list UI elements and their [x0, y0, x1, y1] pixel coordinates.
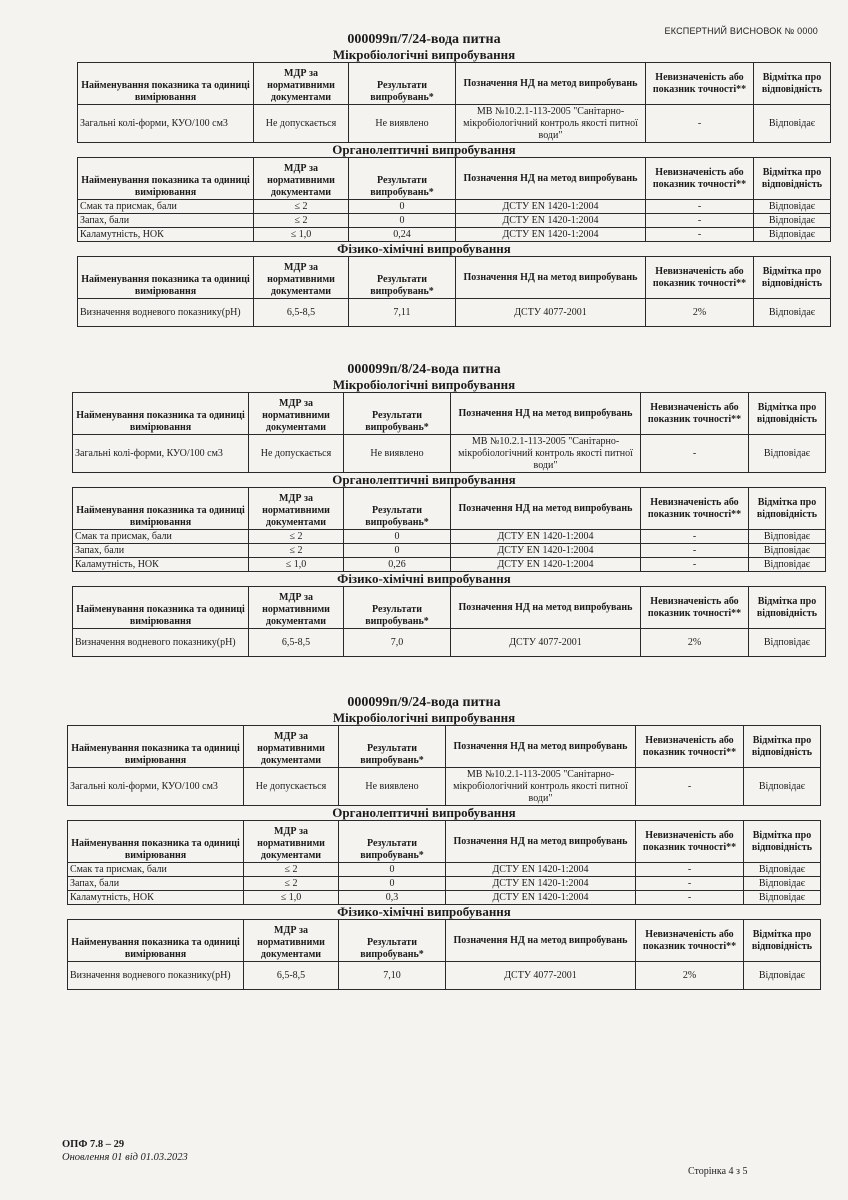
cell-mdr: ≤ 2	[244, 877, 339, 891]
table-row	[73, 435, 826, 473]
column-header-result: Результати випробувань*	[339, 920, 446, 962]
column-header-name: Найменування показника та одиниці вимірювання	[68, 920, 244, 962]
table-row	[73, 544, 826, 558]
cell-result: 0	[339, 877, 446, 891]
section-title: Органолептичні випробування	[332, 142, 516, 157]
table-header-row	[78, 158, 831, 200]
table-row	[68, 877, 821, 891]
report-header: ЕКСПЕРТНИЙ ВИСНОВОК № 0000	[664, 26, 818, 36]
table-header-row	[68, 726, 821, 768]
table-row	[73, 558, 826, 572]
cell-mdr: ≤ 2	[254, 200, 349, 214]
column-header-result: Результати випробувань*	[349, 63, 456, 105]
table-row	[68, 891, 821, 905]
column-header-mdr: МДР за нормативними документами	[249, 393, 344, 435]
cell-conformity: Відповідає	[744, 863, 821, 877]
cell-mdr: ≤ 1,0	[249, 558, 344, 572]
table-row	[73, 629, 826, 657]
column-header-mdr: МДР за нормативними документами	[249, 587, 344, 629]
cell-method: ДСТУ EN 1420-1:2004	[456, 228, 646, 242]
cell-result: 0	[349, 214, 456, 228]
cell-uncertainty: -	[641, 435, 749, 473]
column-header-conformity: Відмітка про відповідність	[749, 587, 826, 629]
column-header-result: Результати випробувань*	[344, 587, 451, 629]
table-header-row	[78, 63, 831, 105]
cell-uncertainty: -	[636, 891, 744, 905]
cell-conformity: Відповідає	[754, 228, 831, 242]
form-code: ОПФ 7.8 – 29	[62, 1139, 125, 1150]
column-header-conformity: Відмітка про відповідність	[754, 257, 831, 299]
cell-uncertainty: 2%	[641, 629, 749, 657]
sample-block	[0, 695, 848, 990]
sample-block	[0, 32, 848, 327]
cell-uncertainty: 2%	[646, 299, 754, 327]
section-title: Фізико-хімічні випробування	[337, 571, 511, 586]
section-title: Фізико-хімічні випробування	[337, 904, 511, 919]
cell-conformity: Відповідає	[754, 214, 831, 228]
cell-uncertainty: -	[636, 768, 744, 806]
cell-conformity: Відповідає	[749, 435, 826, 473]
cell-mdr: Не допускається	[254, 105, 349, 143]
form-update: Оновлення 01 від 01.03.2023	[62, 1152, 188, 1163]
cell-method: МВ №10.2.1-113-2005 "Санітарно-мікробіологічний контроль якості питної води"	[451, 435, 641, 473]
table-row	[68, 768, 821, 806]
column-header-conformity: Відмітка про відповідність	[754, 63, 831, 105]
cell-conformity: Відповідає	[754, 200, 831, 214]
column-header-method: Позначення НД на метод випробувань	[446, 821, 636, 863]
cell-uncertainty: -	[641, 544, 749, 558]
column-header-conformity: Відмітка про відповідність	[744, 920, 821, 962]
cell-name: Смак та присмак, бали	[68, 863, 244, 877]
organo-table	[77, 157, 831, 242]
cell-uncertainty: -	[636, 863, 744, 877]
cell-uncertainty: -	[646, 105, 754, 143]
cell-mdr: ≤ 2	[249, 544, 344, 558]
micro-table	[72, 392, 826, 473]
column-header-result: Результати випробувань*	[344, 393, 451, 435]
cell-method: ДСТУ EN 1420-1:2004	[451, 544, 641, 558]
physchem-table	[77, 256, 831, 327]
cell-name: Загальні колі-форми, КУО/100 см3	[68, 768, 244, 806]
column-header-method: Позначення НД на метод випробувань	[456, 257, 646, 299]
column-header-name: Найменування показника та одиниці вимірювання	[68, 726, 244, 768]
micro-table	[67, 725, 821, 806]
column-header-uncertainty: Невизначеність або показник точності**	[636, 821, 744, 863]
column-header-method: Позначення НД на метод випробувань	[451, 587, 641, 629]
cell-uncertainty: -	[646, 228, 754, 242]
sample-title: 000099п/7/24-вода питна	[347, 32, 501, 47]
column-header-name: Найменування показника та одиниці вимірювання	[78, 158, 254, 200]
column-header-method: Позначення НД на метод випробувань	[451, 488, 641, 530]
cell-name: Каламутність, НОК	[68, 891, 244, 905]
cell-mdr: ≤ 2	[249, 530, 344, 544]
table-row	[73, 530, 826, 544]
cell-conformity: Відповідає	[754, 299, 831, 327]
cell-uncertainty: -	[646, 214, 754, 228]
column-header-name: Найменування показника та одиниці вимірювання	[78, 257, 254, 299]
cell-method: ДСТУ EN 1420-1:2004	[446, 891, 636, 905]
column-header-result: Результати випробувань*	[344, 488, 451, 530]
column-header-mdr: МДР за нормативними документами	[244, 726, 339, 768]
cell-mdr: ≤ 1,0	[244, 891, 339, 905]
cell-name: Запах, бали	[73, 544, 249, 558]
cell-mdr: Не допускається	[249, 435, 344, 473]
cell-method: МВ №10.2.1-113-2005 "Санітарно-мікробіологічний контроль якості питної води"	[456, 105, 646, 143]
column-header-conformity: Відмітка про відповідність	[754, 158, 831, 200]
table-row	[78, 299, 831, 327]
column-header-mdr: МДР за нормативними документами	[254, 158, 349, 200]
cell-method: ДСТУ 4077-2001	[446, 962, 636, 990]
cell-conformity: Відповідає	[744, 891, 821, 905]
cell-name: Каламутність, НОК	[78, 228, 254, 242]
column-header-uncertainty: Невизначеність або показник точності**	[636, 920, 744, 962]
column-header-method: Позначення НД на метод випробувань	[456, 63, 646, 105]
column-header-method: Позначення НД на метод випробувань	[456, 158, 646, 200]
column-header-conformity: Відмітка про відповідність	[749, 488, 826, 530]
cell-name: Визначення водневого показнику(рН)	[78, 299, 254, 327]
table-row	[68, 962, 821, 990]
section-title: Фізико-хімічні випробування	[337, 241, 511, 256]
cell-uncertainty: -	[641, 530, 749, 544]
column-header-uncertainty: Невизначеність або показник точності**	[646, 63, 754, 105]
cell-mdr: Не допускається	[244, 768, 339, 806]
column-header-mdr: МДР за нормативними документами	[249, 488, 344, 530]
page-number: Сторінка 4 з 5	[688, 1166, 748, 1177]
cell-name: Визначення водневого показнику(рН)	[73, 629, 249, 657]
cell-name: Запах, бали	[68, 877, 244, 891]
cell-mdr: ≤ 2	[254, 214, 349, 228]
section-title: Мікробіологічні випробування	[332, 377, 516, 392]
column-header-name: Найменування показника та одиниці вимірювання	[78, 63, 254, 105]
cell-name: Смак та присмак, бали	[73, 530, 249, 544]
cell-uncertainty: -	[646, 200, 754, 214]
column-header-uncertainty: Невизначеність або показник точності**	[641, 488, 749, 530]
cell-result: 0	[344, 530, 451, 544]
cell-conformity: Відповідає	[749, 629, 826, 657]
cell-name: Визначення водневого показнику(рН)	[68, 962, 244, 990]
cell-name: Загальні колі-форми, КУО/100 см3	[78, 105, 254, 143]
cell-result: 7,0	[344, 629, 451, 657]
cell-method: ДСТУ EN 1420-1:2004	[456, 200, 646, 214]
cell-mdr: ≤ 1,0	[254, 228, 349, 242]
cell-method: ДСТУ EN 1420-1:2004	[456, 214, 646, 228]
table-header-row	[73, 393, 826, 435]
micro-table	[77, 62, 831, 143]
cell-result: 0,24	[349, 228, 456, 242]
cell-mdr: 6,5-8,5	[244, 962, 339, 990]
section-title: Органолептичні випробування	[332, 805, 516, 820]
cell-name: Каламутність, НОК	[73, 558, 249, 572]
cell-uncertainty: -	[641, 558, 749, 572]
column-header-uncertainty: Невизначеність або показник точності**	[646, 257, 754, 299]
column-header-mdr: МДР за нормативними документами	[254, 257, 349, 299]
column-header-mdr: МДР за нормативними документами	[244, 920, 339, 962]
physchem-table	[67, 919, 821, 990]
cell-result: 0	[349, 200, 456, 214]
table-header-row	[68, 821, 821, 863]
cell-name: Запах, бали	[78, 214, 254, 228]
cell-result: 0,3	[339, 891, 446, 905]
cell-conformity: Відповідає	[749, 530, 826, 544]
column-header-method: Позначення НД на метод випробувань	[451, 393, 641, 435]
column-header-mdr: МДР за нормативними документами	[254, 63, 349, 105]
cell-result: Не виявлено	[344, 435, 451, 473]
table-row	[78, 214, 831, 228]
cell-result: 0,26	[344, 558, 451, 572]
cell-name: Загальні колі-форми, КУО/100 см3	[73, 435, 249, 473]
table-row	[78, 105, 831, 143]
cell-result: 0	[339, 863, 446, 877]
column-header-conformity: Відмітка про відповідність	[744, 821, 821, 863]
table-row	[68, 863, 821, 877]
cell-conformity: Відповідає	[754, 105, 831, 143]
table-header-row	[73, 488, 826, 530]
sample-block	[0, 362, 848, 657]
sample-title: 000099п/8/24-вода питна	[347, 362, 501, 377]
cell-method: МВ №10.2.1-113-2005 "Санітарно-мікробіологічний контроль якості питної води"	[446, 768, 636, 806]
column-header-result: Результати випробувань*	[339, 726, 446, 768]
cell-method: ДСТУ EN 1420-1:2004	[451, 530, 641, 544]
cell-result: 7,10	[339, 962, 446, 990]
column-header-result: Результати випробувань*	[349, 257, 456, 299]
cell-method: ДСТУ 4077-2001	[456, 299, 646, 327]
cell-uncertainty: 2%	[636, 962, 744, 990]
cell-method: ДСТУ 4077-2001	[451, 629, 641, 657]
form-info	[62, 1138, 188, 1164]
cell-mdr: 6,5-8,5	[254, 299, 349, 327]
cell-conformity: Відповідає	[744, 962, 821, 990]
cell-result: 0	[344, 544, 451, 558]
cell-mdr: 6,5-8,5	[249, 629, 344, 657]
column-header-result: Результати випробувань*	[349, 158, 456, 200]
table-header-row	[68, 920, 821, 962]
section-title: Органолептичні випробування	[332, 472, 516, 487]
cell-method: ДСТУ EN 1420-1:2004	[446, 877, 636, 891]
column-header-name: Найменування показника та одиниці вимірювання	[73, 587, 249, 629]
section-title: Мікробіологічні випробування	[332, 47, 516, 62]
column-header-mdr: МДР за нормативними документами	[244, 821, 339, 863]
cell-conformity: Відповідає	[744, 877, 821, 891]
table-row	[78, 228, 831, 242]
cell-result: Не виявлено	[339, 768, 446, 806]
organo-table	[72, 487, 826, 572]
cell-mdr: ≤ 2	[244, 863, 339, 877]
cell-name: Смак та присмак, бали	[78, 200, 254, 214]
section-title: Мікробіологічні випробування	[332, 710, 516, 725]
cell-method: ДСТУ EN 1420-1:2004	[446, 863, 636, 877]
column-header-name: Найменування показника та одиниці вимірювання	[73, 488, 249, 530]
column-header-result: Результати випробувань*	[339, 821, 446, 863]
physchem-table	[72, 586, 826, 657]
table-row	[78, 200, 831, 214]
table-header-row	[78, 257, 831, 299]
cell-uncertainty: -	[636, 877, 744, 891]
column-header-conformity: Відмітка про відповідність	[744, 726, 821, 768]
column-header-uncertainty: Невизначеність або показник точності**	[641, 587, 749, 629]
table-header-row	[73, 587, 826, 629]
column-header-method: Позначення НД на метод випробувань	[446, 920, 636, 962]
cell-conformity: Відповідає	[749, 558, 826, 572]
cell-method: ДСТУ EN 1420-1:2004	[451, 558, 641, 572]
column-header-name: Найменування показника та одиниці вимірювання	[68, 821, 244, 863]
cell-result: 7,11	[349, 299, 456, 327]
cell-result: Не виявлено	[349, 105, 456, 143]
cell-conformity: Відповідає	[744, 768, 821, 806]
sample-title: 000099п/9/24-вода питна	[347, 695, 501, 710]
column-header-uncertainty: Невизначеність або показник точності**	[646, 158, 754, 200]
column-header-name: Найменування показника та одиниці вимірювання	[73, 393, 249, 435]
column-header-uncertainty: Невизначеність або показник точності**	[641, 393, 749, 435]
column-header-method: Позначення НД на метод випробувань	[446, 726, 636, 768]
organo-table	[67, 820, 821, 905]
column-header-uncertainty: Невизначеність або показник точності**	[636, 726, 744, 768]
cell-conformity: Відповідає	[749, 544, 826, 558]
column-header-conformity: Відмітка про відповідність	[749, 393, 826, 435]
